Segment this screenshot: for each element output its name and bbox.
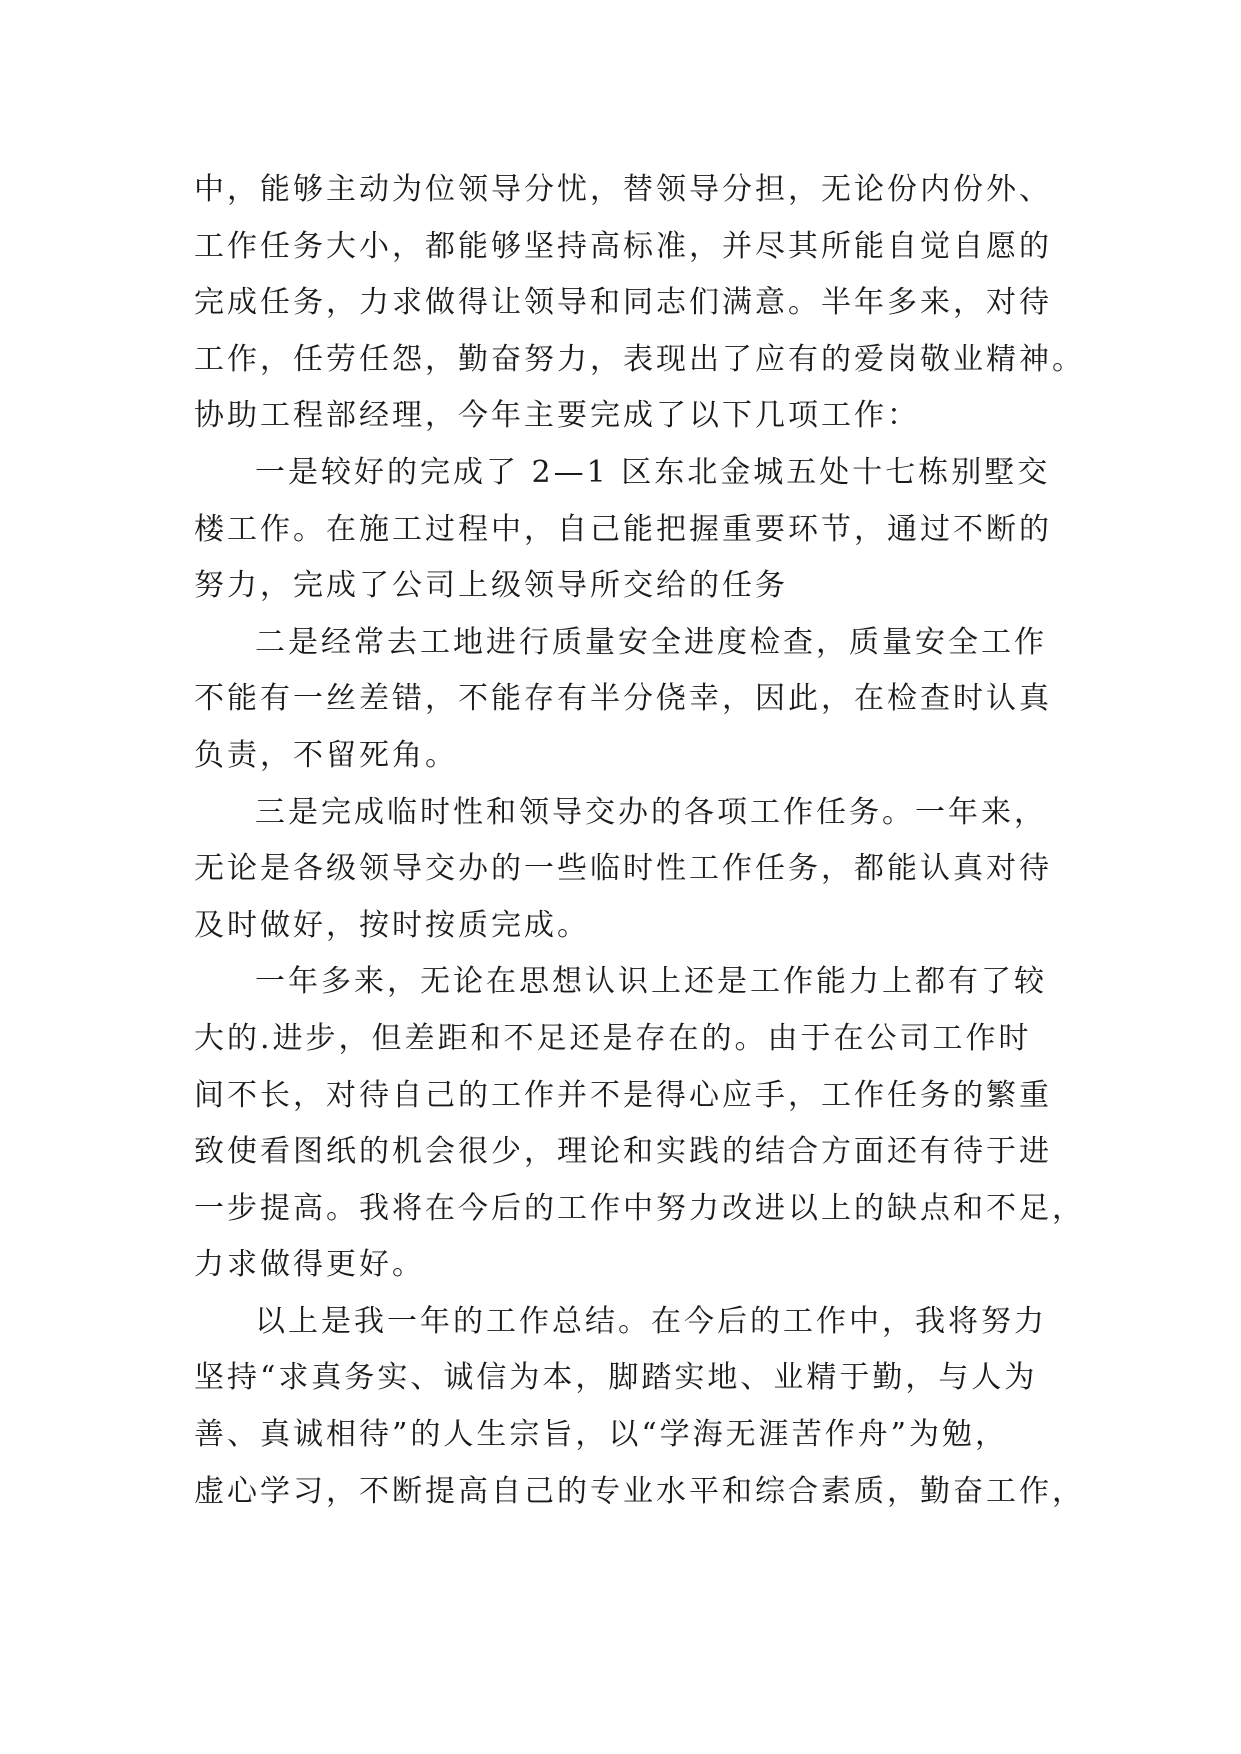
text-line: 无论是各级领导交办的一些临时性工作任务，都能认真对待 [194, 851, 1052, 887]
text-line: 工作，任劳任怨，勤奋努力，表现出了应有的爱岗敬业精神。 [194, 341, 1085, 377]
text-line: 一年多来，无论在思想认识上还是工作能力上都有了较 [255, 964, 1047, 1000]
text-line: 工作任务大小，都能够坚持高标准，并尽其所能自觉自愿的 [194, 228, 1052, 264]
text-line: 一步提高。我将在今后的工作中努力改进以上的缺点和不足， [194, 1190, 1085, 1226]
text-line: 虚心学习，不断提高自己的专业水平和综合素质，勤奋工作， [194, 1473, 1085, 1509]
text-line: 坚持“求真务实、诚信为本，脚踏实地、业精于勤，与人为 [194, 1360, 1038, 1396]
text-line: 一是较好的完成了 2—1 区东北金城五处十七栋别墅交 [255, 454, 1051, 490]
text-line: 不能有一丝差错，不能存有半分侥幸，因此，在检查时认真 [194, 681, 1052, 717]
text-line: 完成任务，力求做得让领导和同志们满意。半年多来，对待 [194, 285, 1052, 321]
text-line: 中，能够主动为位领导分忧，替领导分担，无论份内份外、 [194, 172, 1052, 207]
text-line: 三是完成临时性和领导交办的各项工作任务。一年来， [255, 794, 1047, 830]
text-line: 善、真诚相待”的人生宗旨，以“学海无涯苦作舟”为勉， [194, 1417, 1009, 1453]
text-line: 大的.进步，但差距和不足还是存在的。由于在公司工作时 [194, 1020, 1032, 1056]
text-line: 二是经常去工地进行质量安全进度检查，质量安全工作 [255, 624, 1047, 660]
text-line: 及时做好，按时按质完成。 [194, 907, 590, 943]
text-line: 楼工作。在施工过程中，自己能把握重要环节，通过不断的 [194, 511, 1052, 547]
text-line: 致使看图纸的机会很少，理论和实践的结合方面还有待于进 [194, 1134, 1052, 1170]
text-line: 协助工程部经理，今年主要完成了以下几项工作： [194, 398, 920, 434]
document-body [194, 162, 1085, 1520]
text-line: 以上是我一年的工作总结。在今后的工作中，我将努力 [255, 1303, 1047, 1339]
text-line: 力求做得更好。 [194, 1247, 425, 1283]
text-line: 间不长，对待自己的工作并不是得心应手，工作任务的繁重 [194, 1077, 1052, 1113]
text-line: 负责，不留死角。 [194, 737, 458, 773]
text-line: 努力，完成了公司上级领导所交给的任务 [194, 568, 788, 604]
